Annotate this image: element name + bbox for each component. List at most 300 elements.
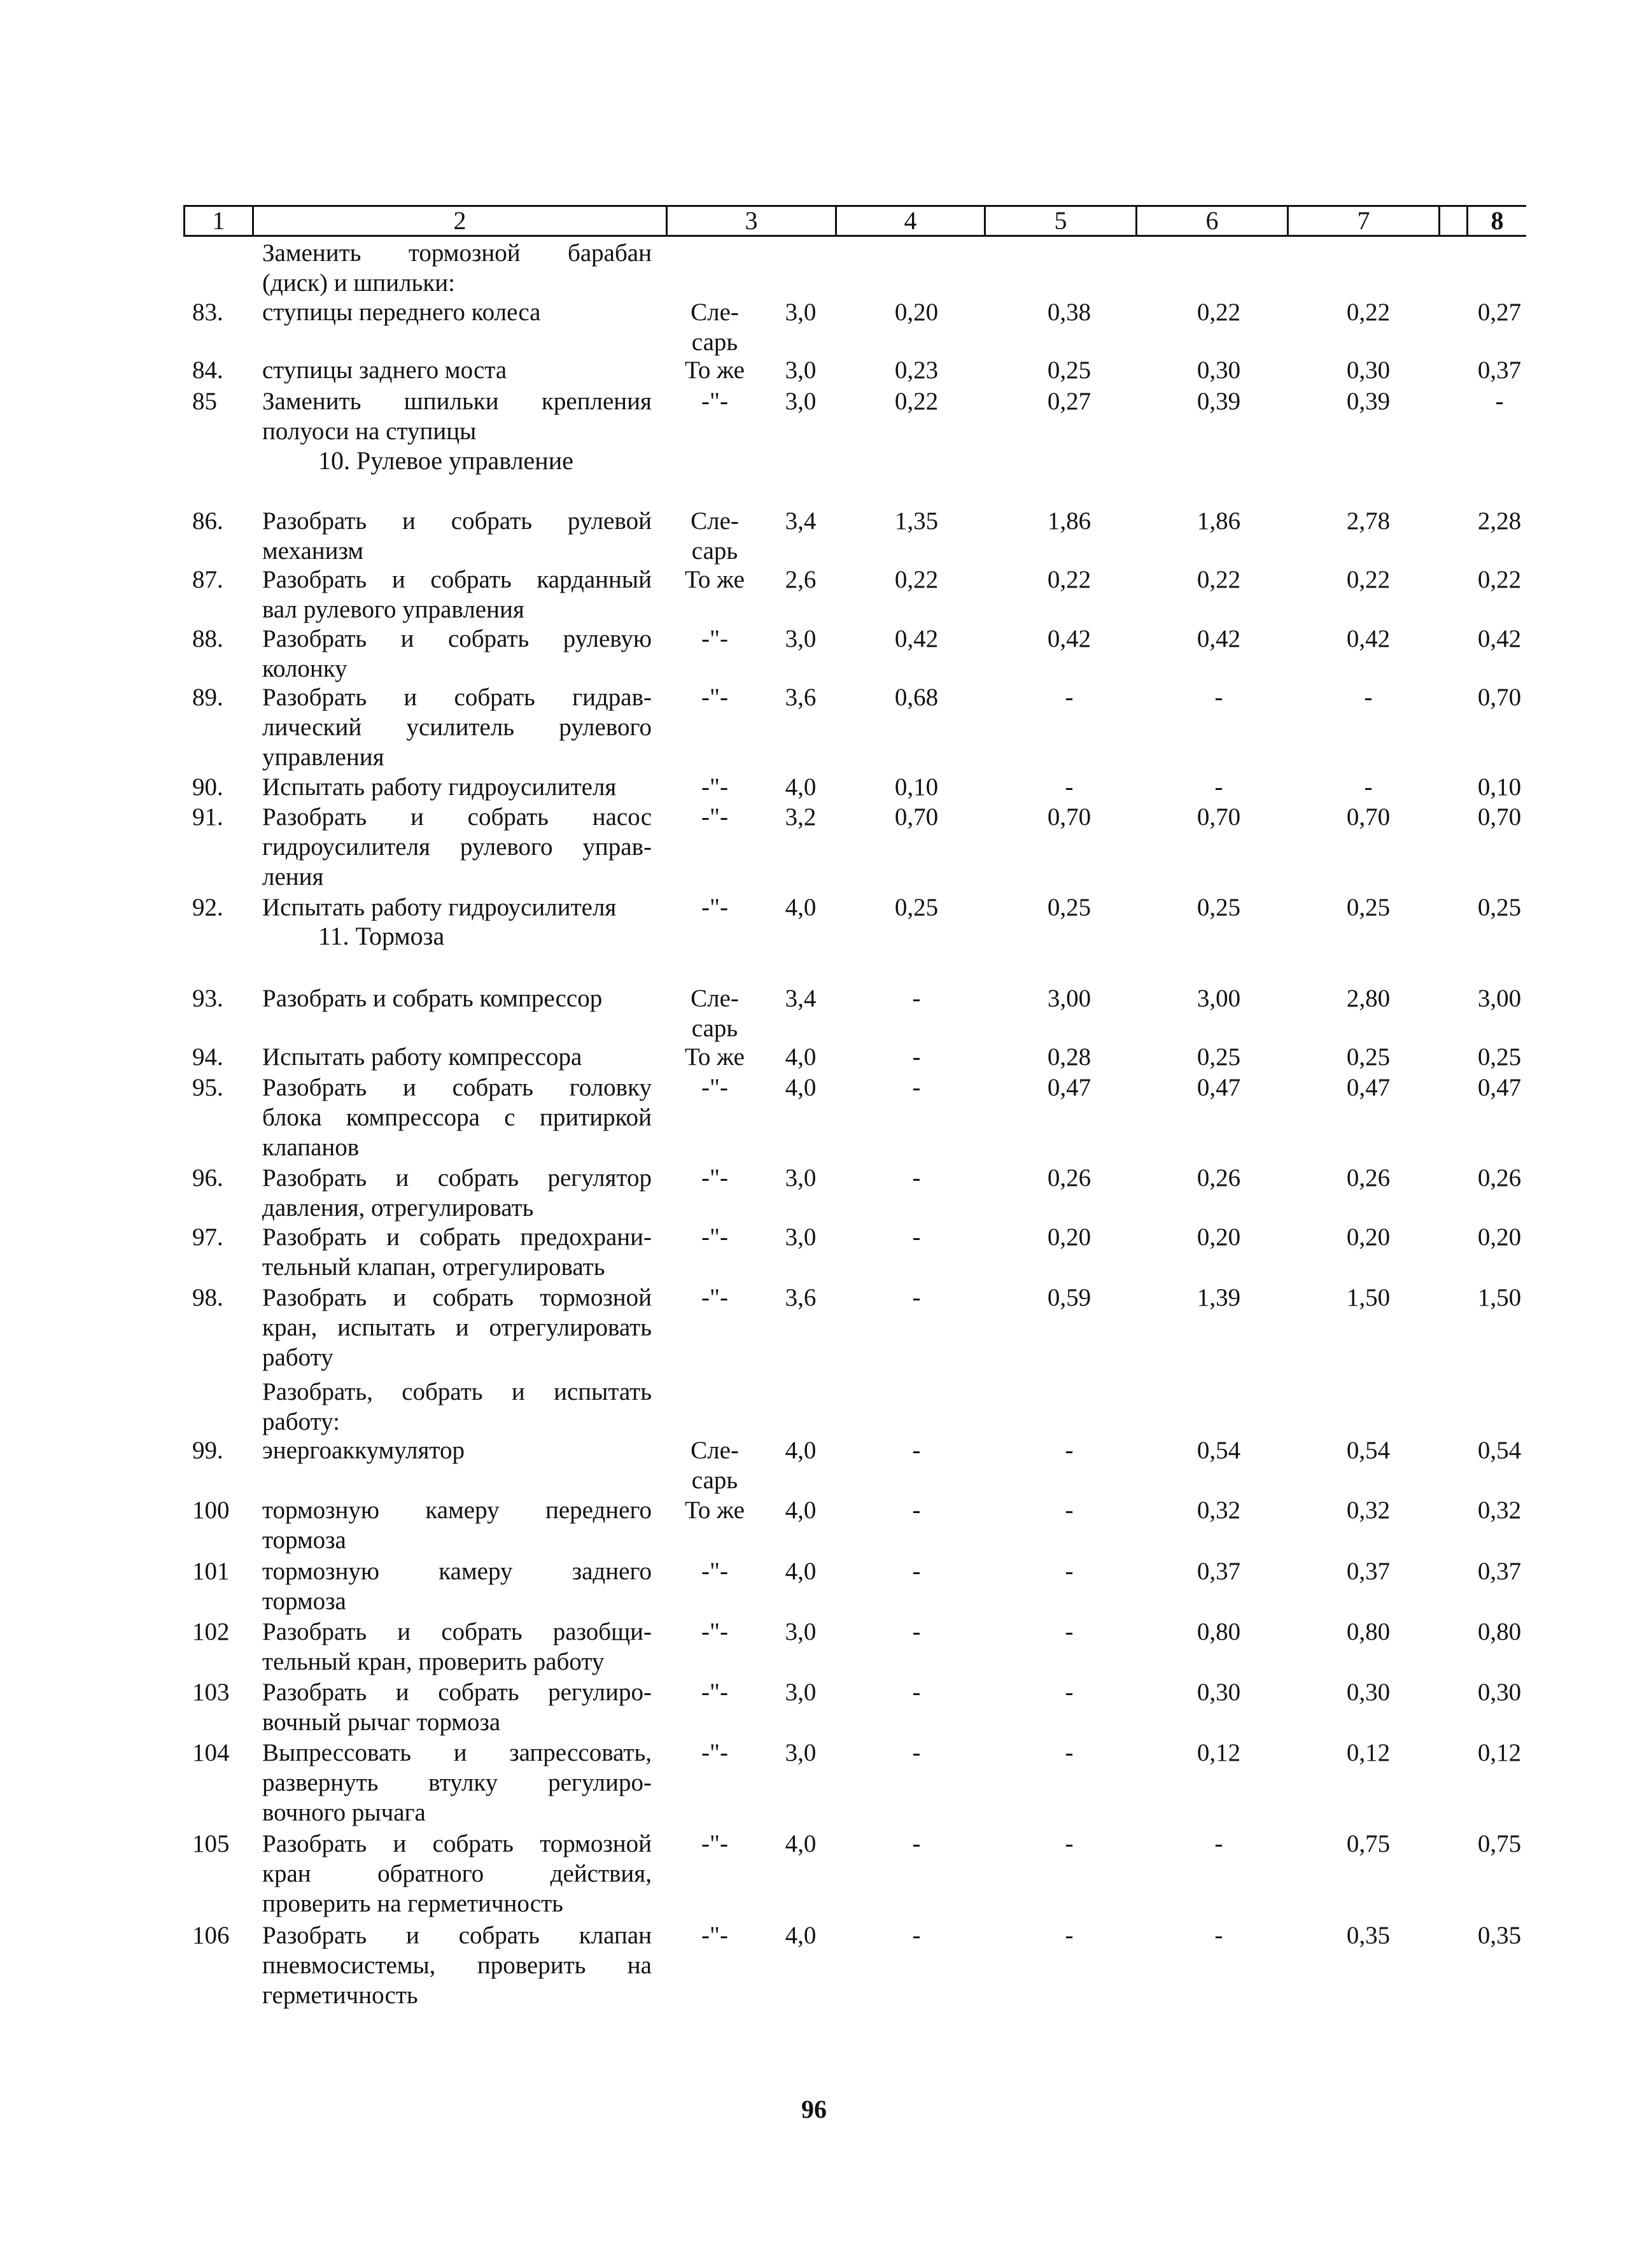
- description-line: клапанов: [262, 1134, 360, 1161]
- time-value-col6: 0,25: [1196, 894, 1241, 921]
- description-line: развернуть втулку регулиро-: [262, 1769, 652, 1796]
- operation-description: [262, 682, 652, 772]
- time-value-col4: 0,10: [894, 773, 939, 801]
- time-value-col5: 0,70: [1047, 803, 1091, 831]
- time-value-col7: 0,30: [1346, 1679, 1391, 1706]
- time-value-col5: -: [1065, 1437, 1074, 1464]
- operation-description: [262, 1829, 652, 1919]
- operation-description: [262, 1556, 652, 1616]
- grade-value: 3,0: [785, 1739, 817, 1766]
- description-line: кран, испытать и отрегулировать: [262, 1314, 652, 1341]
- time-value-col8: 0,27: [1477, 299, 1522, 326]
- time-value-col7: 0,37: [1346, 1558, 1391, 1585]
- time-value-col4: -: [912, 1497, 921, 1524]
- time-value-col8: 0,20: [1477, 1223, 1522, 1251]
- time-value-col7: 0,22: [1346, 299, 1391, 326]
- executor-line: Сле-: [691, 507, 739, 535]
- time-value-col7: 0,47: [1346, 1074, 1391, 1101]
- grade-value: 4,0: [785, 1437, 817, 1464]
- row-number: 93.: [192, 985, 223, 1012]
- executor: [673, 1738, 756, 1768]
- description-line: давления, отрегулировать: [262, 1194, 534, 1222]
- time-value-col6: 0,70: [1196, 803, 1241, 831]
- time-value-col5: 0,26: [1047, 1164, 1091, 1192]
- operation-description: [262, 355, 652, 385]
- row-number: 99.: [192, 1437, 223, 1464]
- operation-description: [262, 983, 652, 1013]
- time-value-col4: -: [912, 1618, 921, 1645]
- time-value-col6: 0,42: [1196, 625, 1241, 652]
- operation-description: [262, 892, 652, 922]
- time-value-col4: -: [912, 1679, 921, 1706]
- description-line: Разобрать и собрать рулевую: [262, 625, 652, 652]
- time-value-col7: -: [1364, 684, 1373, 711]
- time-value-col4: -: [912, 1284, 921, 1311]
- row-number: 100: [192, 1497, 230, 1524]
- grade-value: 3,0: [785, 625, 817, 652]
- time-value-col8: 0,30: [1477, 1679, 1522, 1706]
- time-value-col5: 0,28: [1047, 1043, 1091, 1071]
- operation-description: [262, 1435, 652, 1465]
- header-divider: [1438, 205, 1440, 237]
- description-line: Разобрать и собрать головку: [262, 1074, 652, 1101]
- row-number: 104: [192, 1739, 230, 1766]
- description-line: тормозную камеру заднего: [262, 1558, 652, 1585]
- time-value-col8: 0,12: [1477, 1739, 1522, 1766]
- time-value-col6: 3,00: [1196, 985, 1241, 1012]
- time-value-col8: 0,75: [1477, 1830, 1522, 1857]
- header-col-1: 1: [212, 206, 225, 235]
- executor: [673, 1283, 756, 1313]
- executor: [673, 1920, 756, 1950]
- description-line: Разобрать и собрать гидрав-: [262, 684, 652, 711]
- grade-value: 3,0: [785, 1679, 817, 1706]
- operation-description: [262, 1222, 652, 1282]
- operation-description: [262, 1073, 652, 1162]
- description-line: Разобрать и собрать разобщи-: [262, 1618, 652, 1645]
- operation-description: [262, 772, 652, 802]
- time-value-col4: -: [912, 1739, 921, 1766]
- description-line: блока компрессора с притиркой: [262, 1104, 652, 1131]
- time-value-col5: -: [1065, 684, 1074, 711]
- time-value-col7: 0,32: [1346, 1497, 1391, 1524]
- operation-description: [262, 1283, 652, 1372]
- time-value-col7: 0,20: [1346, 1223, 1391, 1251]
- executor-line: -"-: [701, 1679, 728, 1706]
- operation-description: [262, 1042, 652, 1072]
- time-value-col5: 0,25: [1047, 356, 1091, 384]
- description-line: ступицы переднего колеса: [262, 299, 541, 326]
- section-heading-brakes: 11. Тормоза: [318, 922, 445, 950]
- time-value-col5: -: [1065, 1679, 1074, 1706]
- description-line: тормозную камеру переднего: [262, 1497, 652, 1524]
- time-value-col7: 0,35: [1346, 1922, 1391, 1949]
- time-value-col8: 0,37: [1477, 356, 1522, 384]
- time-value-col5: -: [1065, 1558, 1074, 1585]
- time-value-col7: 0,75: [1346, 1830, 1391, 1857]
- executor: [673, 802, 756, 832]
- executor-line: сарь: [691, 537, 738, 565]
- executor-line: сарь: [691, 1015, 738, 1042]
- executor-line: -"-: [701, 1164, 728, 1192]
- executor: [673, 1163, 756, 1193]
- grade-value: 3,0: [785, 299, 817, 326]
- description-line: колонку: [262, 655, 347, 682]
- description-line: Разобрать и собрать тормозной: [262, 1830, 652, 1857]
- time-value-col6: 0,32: [1196, 1497, 1241, 1524]
- grade-value: 3,0: [785, 1164, 817, 1192]
- description-line: ления: [262, 863, 324, 891]
- description-line: тельный кран, проверить работу: [262, 1648, 605, 1675]
- grade-value: 4,0: [785, 1558, 817, 1585]
- time-value-col8: 3,00: [1477, 985, 1522, 1012]
- operation-description: [262, 506, 652, 566]
- time-value-col8: 0,47: [1477, 1074, 1522, 1101]
- time-value-col4: -: [912, 1437, 921, 1464]
- time-value-col8: 0,32: [1477, 1497, 1522, 1524]
- row-number: 95.: [192, 1074, 223, 1101]
- executor: [673, 297, 756, 357]
- grade-value: 4,0: [785, 773, 817, 801]
- header-col-3: 3: [745, 206, 758, 235]
- header-col-7: 7: [1357, 206, 1370, 235]
- executor-line: -"-: [701, 1074, 728, 1101]
- executor: [673, 1829, 756, 1859]
- operation-description: [262, 1617, 652, 1677]
- executor-line: Сле-: [691, 985, 739, 1012]
- description-line: вочный рычаг тормоза: [262, 1708, 501, 1736]
- time-value-col5: 3,00: [1047, 985, 1091, 1012]
- operation-description: [262, 565, 652, 624]
- time-value-col6: 1,39: [1196, 1284, 1241, 1311]
- row-number: 87.: [192, 566, 223, 593]
- time-value-col6: -: [1214, 1830, 1223, 1857]
- row-number: 83.: [192, 299, 223, 326]
- executor: [673, 682, 756, 712]
- row-number: 91.: [192, 803, 223, 831]
- time-value-col5: -: [1065, 1497, 1074, 1524]
- description-line: кран обратного действия,: [262, 1860, 652, 1887]
- time-value-col8: 0,80: [1477, 1618, 1522, 1645]
- time-value-col6: 0,30: [1196, 356, 1241, 384]
- executor-line: Сле-: [691, 1437, 739, 1464]
- time-value-col7: 0,25: [1346, 1043, 1391, 1071]
- time-value-col8: 0,35: [1477, 1922, 1522, 1949]
- description-line: Испытать работу гидроусилителя: [262, 773, 617, 801]
- description-line: механизм: [262, 537, 364, 565]
- grade-value: 3,2: [785, 803, 817, 831]
- executor-line: То же: [685, 566, 745, 593]
- description-line: Разобрать и собрать рулевой: [262, 507, 652, 535]
- time-value-col5: -: [1065, 773, 1074, 801]
- row-number: 102: [192, 1618, 230, 1645]
- executor: [673, 1042, 756, 1072]
- row-number: 103: [192, 1679, 230, 1706]
- time-value-col4: 0,22: [894, 388, 939, 415]
- executor-line: -"-: [701, 894, 728, 921]
- time-value-col7: 0,80: [1346, 1618, 1391, 1645]
- time-value-col8: 2,28: [1477, 507, 1522, 535]
- time-value-col8: 0,26: [1477, 1164, 1522, 1192]
- row-number: 97.: [192, 1223, 223, 1251]
- executor-line: -"-: [701, 1922, 728, 1949]
- description-line: тормоза: [262, 1588, 346, 1615]
- grade-value: 4,0: [785, 1497, 817, 1524]
- description-line: Выпрессовать и запрессовать,: [262, 1739, 652, 1766]
- executor: [673, 624, 756, 654]
- row-number: 89.: [192, 684, 223, 711]
- executor-line: -"-: [701, 773, 728, 801]
- time-value-col6: 1,86: [1196, 507, 1241, 535]
- row-number: 86.: [192, 507, 223, 535]
- grade-value: 4,0: [785, 1043, 817, 1071]
- description-line: энергоаккумулятор: [262, 1437, 465, 1464]
- time-value-col5: 0,42: [1047, 625, 1091, 652]
- time-value-col6: -: [1214, 684, 1223, 711]
- time-value-col7: 0,54: [1346, 1437, 1391, 1464]
- description-line: тельный клапан, отрегулировать: [262, 1253, 605, 1281]
- time-value-col6: 0,22: [1196, 566, 1241, 593]
- executor-line: -"-: [701, 1830, 728, 1857]
- time-value-col7: 0,12: [1346, 1739, 1391, 1766]
- description-line: Разобрать и собрать регулиро-: [262, 1679, 652, 1706]
- executor: [673, 1222, 756, 1252]
- time-value-col7: 0,70: [1346, 803, 1391, 831]
- time-value-col6: 0,25: [1196, 1043, 1241, 1071]
- time-value-col8: 0,70: [1477, 803, 1522, 831]
- description-line: вочного рычага: [262, 1799, 426, 1826]
- row-number: 94.: [192, 1043, 223, 1071]
- executor-line: Сле-: [691, 299, 739, 326]
- executor-line: -"-: [701, 803, 728, 831]
- executor: [673, 506, 756, 566]
- operation-description: [262, 1495, 652, 1555]
- description-line: пневмосистемы, проверить на: [262, 1952, 652, 1979]
- row-number: 92.: [192, 894, 223, 921]
- description-line: Разобрать и собрать компрессор: [262, 985, 603, 1012]
- time-value-col5: 0,38: [1047, 299, 1091, 326]
- grade-value: 4,0: [785, 894, 817, 921]
- description-line: лический усилитель рулевого: [262, 714, 652, 741]
- subheading-disassemble-test: Разобрать, собрать и испытать работу:: [262, 1378, 652, 1435]
- description-line: проверить на герметичность: [262, 1890, 563, 1917]
- time-value-col4: 0,70: [894, 803, 939, 831]
- operation-description: [262, 297, 652, 327]
- time-value-col4: -: [912, 1830, 921, 1857]
- description-line: управления: [262, 743, 384, 771]
- subheading-replace-drum: Заменить тормозной барабан (диск) и шпильки:: [262, 239, 652, 297]
- grade-value: 4,0: [785, 1830, 817, 1857]
- time-value-col6: 0,39: [1196, 388, 1241, 415]
- time-value-col6: 0,54: [1196, 1437, 1241, 1464]
- description-line: Разобрать и собрать карданный: [262, 566, 652, 593]
- time-value-col7: 0,42: [1346, 625, 1391, 652]
- time-value-col8: 1,50: [1477, 1284, 1522, 1311]
- executor-line: -"-: [701, 388, 728, 415]
- time-value-col4: 0,22: [894, 566, 939, 593]
- executor: [673, 355, 756, 385]
- time-value-col5: -: [1065, 1739, 1074, 1766]
- time-value-col5: -: [1065, 1830, 1074, 1857]
- time-value-col6: 0,26: [1196, 1164, 1241, 1192]
- time-value-col6: -: [1214, 773, 1223, 801]
- time-value-col4: 1,35: [894, 507, 939, 535]
- time-value-col7: 0,22: [1346, 566, 1391, 593]
- time-value-col8: 0,42: [1477, 625, 1522, 652]
- time-value-col6: 0,20: [1196, 1223, 1241, 1251]
- time-value-col4: -: [912, 1074, 921, 1101]
- time-value-col6: 0,80: [1196, 1618, 1241, 1645]
- time-value-col4: -: [912, 1922, 921, 1949]
- time-value-col5: 0,47: [1047, 1074, 1091, 1101]
- operation-description: [262, 802, 652, 892]
- grade-value: 3,0: [785, 1223, 817, 1251]
- time-value-col6: 0,37: [1196, 1558, 1241, 1585]
- executor: [673, 983, 756, 1043]
- operation-description: [262, 1163, 652, 1223]
- time-value-col4: -: [912, 1223, 921, 1251]
- description-line: Разобрать и собрать регулятор: [262, 1164, 652, 1192]
- executor-line: сарь: [691, 328, 738, 356]
- time-value-col6: 0,47: [1196, 1074, 1241, 1101]
- time-value-col5: 0,22: [1047, 566, 1091, 593]
- description-line: работу: [262, 1344, 333, 1371]
- description-line: герметичность: [262, 1982, 418, 2009]
- time-value-col6: 0,22: [1196, 299, 1241, 326]
- row-number: 101: [192, 1558, 230, 1585]
- page-number: 96: [801, 2095, 827, 2124]
- grade-value: 3,0: [785, 1618, 817, 1645]
- description-line: Разобрать и собрать насос: [262, 803, 652, 831]
- time-value-col7: 0,25: [1346, 894, 1391, 921]
- executor-line: -"-: [701, 1558, 728, 1585]
- executor-line: -"-: [701, 684, 728, 711]
- description-line: ступицы заднего моста: [262, 356, 507, 384]
- operation-description: [262, 386, 652, 446]
- time-value-col6: 0,30: [1196, 1679, 1241, 1706]
- time-value-col4: -: [912, 985, 921, 1012]
- executor-line: -"-: [701, 625, 728, 652]
- executor-line: То же: [685, 1043, 745, 1071]
- header-col-4: 4: [904, 206, 917, 235]
- executor: [673, 1677, 756, 1707]
- row-number: 88.: [192, 625, 223, 652]
- grade-value: 3,4: [785, 985, 817, 1012]
- section-heading-steering: 10. Рулевое управление: [318, 446, 573, 475]
- executor-line: То же: [685, 356, 745, 384]
- grade-value: 3,0: [785, 356, 817, 384]
- executor-line: -"-: [701, 1739, 728, 1766]
- time-value-col8: 0,22: [1477, 566, 1522, 593]
- executor-line: сарь: [691, 1467, 738, 1494]
- row-number: 90.: [192, 773, 223, 801]
- grade-value: 3,4: [785, 507, 817, 535]
- time-value-col4: 0,42: [894, 625, 939, 652]
- time-value-col6: -: [1214, 1922, 1223, 1949]
- executor-line: -"-: [701, 1223, 728, 1251]
- time-value-col4: -: [912, 1164, 921, 1192]
- description-line: полуоси на ступицы: [262, 418, 477, 445]
- executor: [673, 1556, 756, 1586]
- time-value-col4: -: [912, 1043, 921, 1071]
- row-number: 105: [192, 1830, 230, 1857]
- time-value-col5: 0,25: [1047, 894, 1091, 921]
- time-value-col4: 0,20: [894, 299, 939, 326]
- description-line: тормоза: [262, 1526, 346, 1554]
- header-col-5: 5: [1054, 206, 1067, 235]
- executor: [673, 1435, 756, 1495]
- executor: [673, 1617, 756, 1647]
- description-line: Разобрать и собрать предохрани-: [262, 1223, 652, 1251]
- row-number: 98.: [192, 1284, 223, 1311]
- time-value-col5: 0,27: [1047, 388, 1091, 415]
- time-value-col5: -: [1065, 1618, 1074, 1645]
- grade-value: 3,6: [785, 684, 817, 711]
- row-number: 85: [192, 388, 217, 415]
- header-col-8: 8: [1491, 206, 1504, 235]
- executor-line: -"-: [701, 1284, 728, 1311]
- time-value-col7: -: [1364, 773, 1373, 801]
- row-number: 84.: [192, 356, 223, 384]
- time-value-col8: 0,10: [1477, 773, 1522, 801]
- grade-value: 4,0: [785, 1922, 817, 1949]
- operation-description: [262, 1677, 652, 1737]
- time-value-col5: 0,59: [1047, 1284, 1091, 1311]
- time-value-col6: 0,12: [1196, 1739, 1241, 1766]
- time-value-col7: 1,50: [1346, 1284, 1391, 1311]
- operation-description: [262, 1920, 652, 2010]
- grade-value: 4,0: [785, 1074, 817, 1101]
- time-value-col8: 0,70: [1477, 684, 1522, 711]
- time-value-col4: 0,25: [894, 894, 939, 921]
- row-number: 96.: [192, 1164, 223, 1192]
- description-line: Разобрать и собрать тормозной: [262, 1284, 652, 1311]
- executor: [673, 892, 756, 922]
- time-value-col5: -: [1065, 1922, 1074, 1949]
- description-line: Испытать работу гидроусилителя: [262, 894, 617, 921]
- header-col-2: 2: [453, 206, 467, 235]
- grade-value: 3,6: [785, 1284, 817, 1311]
- time-value-col5: 1,86: [1047, 507, 1091, 535]
- executor-line: То же: [685, 1497, 745, 1524]
- time-value-col8: 0,25: [1477, 1043, 1522, 1071]
- time-value-col4: 0,68: [894, 684, 939, 711]
- executor: [673, 1073, 756, 1102]
- executor: [673, 772, 756, 802]
- time-value-col5: 0,20: [1047, 1223, 1091, 1251]
- executor: [673, 1495, 756, 1525]
- description-line: вал рулевого управления: [262, 596, 524, 623]
- time-value-col7: 0,26: [1346, 1164, 1391, 1192]
- executor-line: -"-: [701, 1618, 728, 1645]
- time-value-col7: 2,80: [1346, 985, 1391, 1012]
- time-value-col8: 0,37: [1477, 1558, 1522, 1585]
- description-line: Заменить шпильки крепления: [262, 388, 652, 415]
- operation-description: [262, 1738, 652, 1828]
- row-number: 106: [192, 1922, 230, 1949]
- time-value-col8: 0,54: [1477, 1437, 1522, 1464]
- operation-description: [262, 624, 652, 684]
- header-col-6: 6: [1205, 206, 1219, 235]
- executor: [673, 565, 756, 595]
- grade-value: 3,0: [785, 388, 817, 415]
- time-value-col7: 2,78: [1346, 507, 1391, 535]
- time-value-col7: 0,30: [1346, 356, 1391, 384]
- description-line: гидроусилителя рулевого управ-: [262, 833, 652, 861]
- description-line: Разобрать и собрать клапан: [262, 1922, 652, 1949]
- time-value-col4: -: [912, 1558, 921, 1585]
- time-value-col7: 0,39: [1346, 388, 1391, 415]
